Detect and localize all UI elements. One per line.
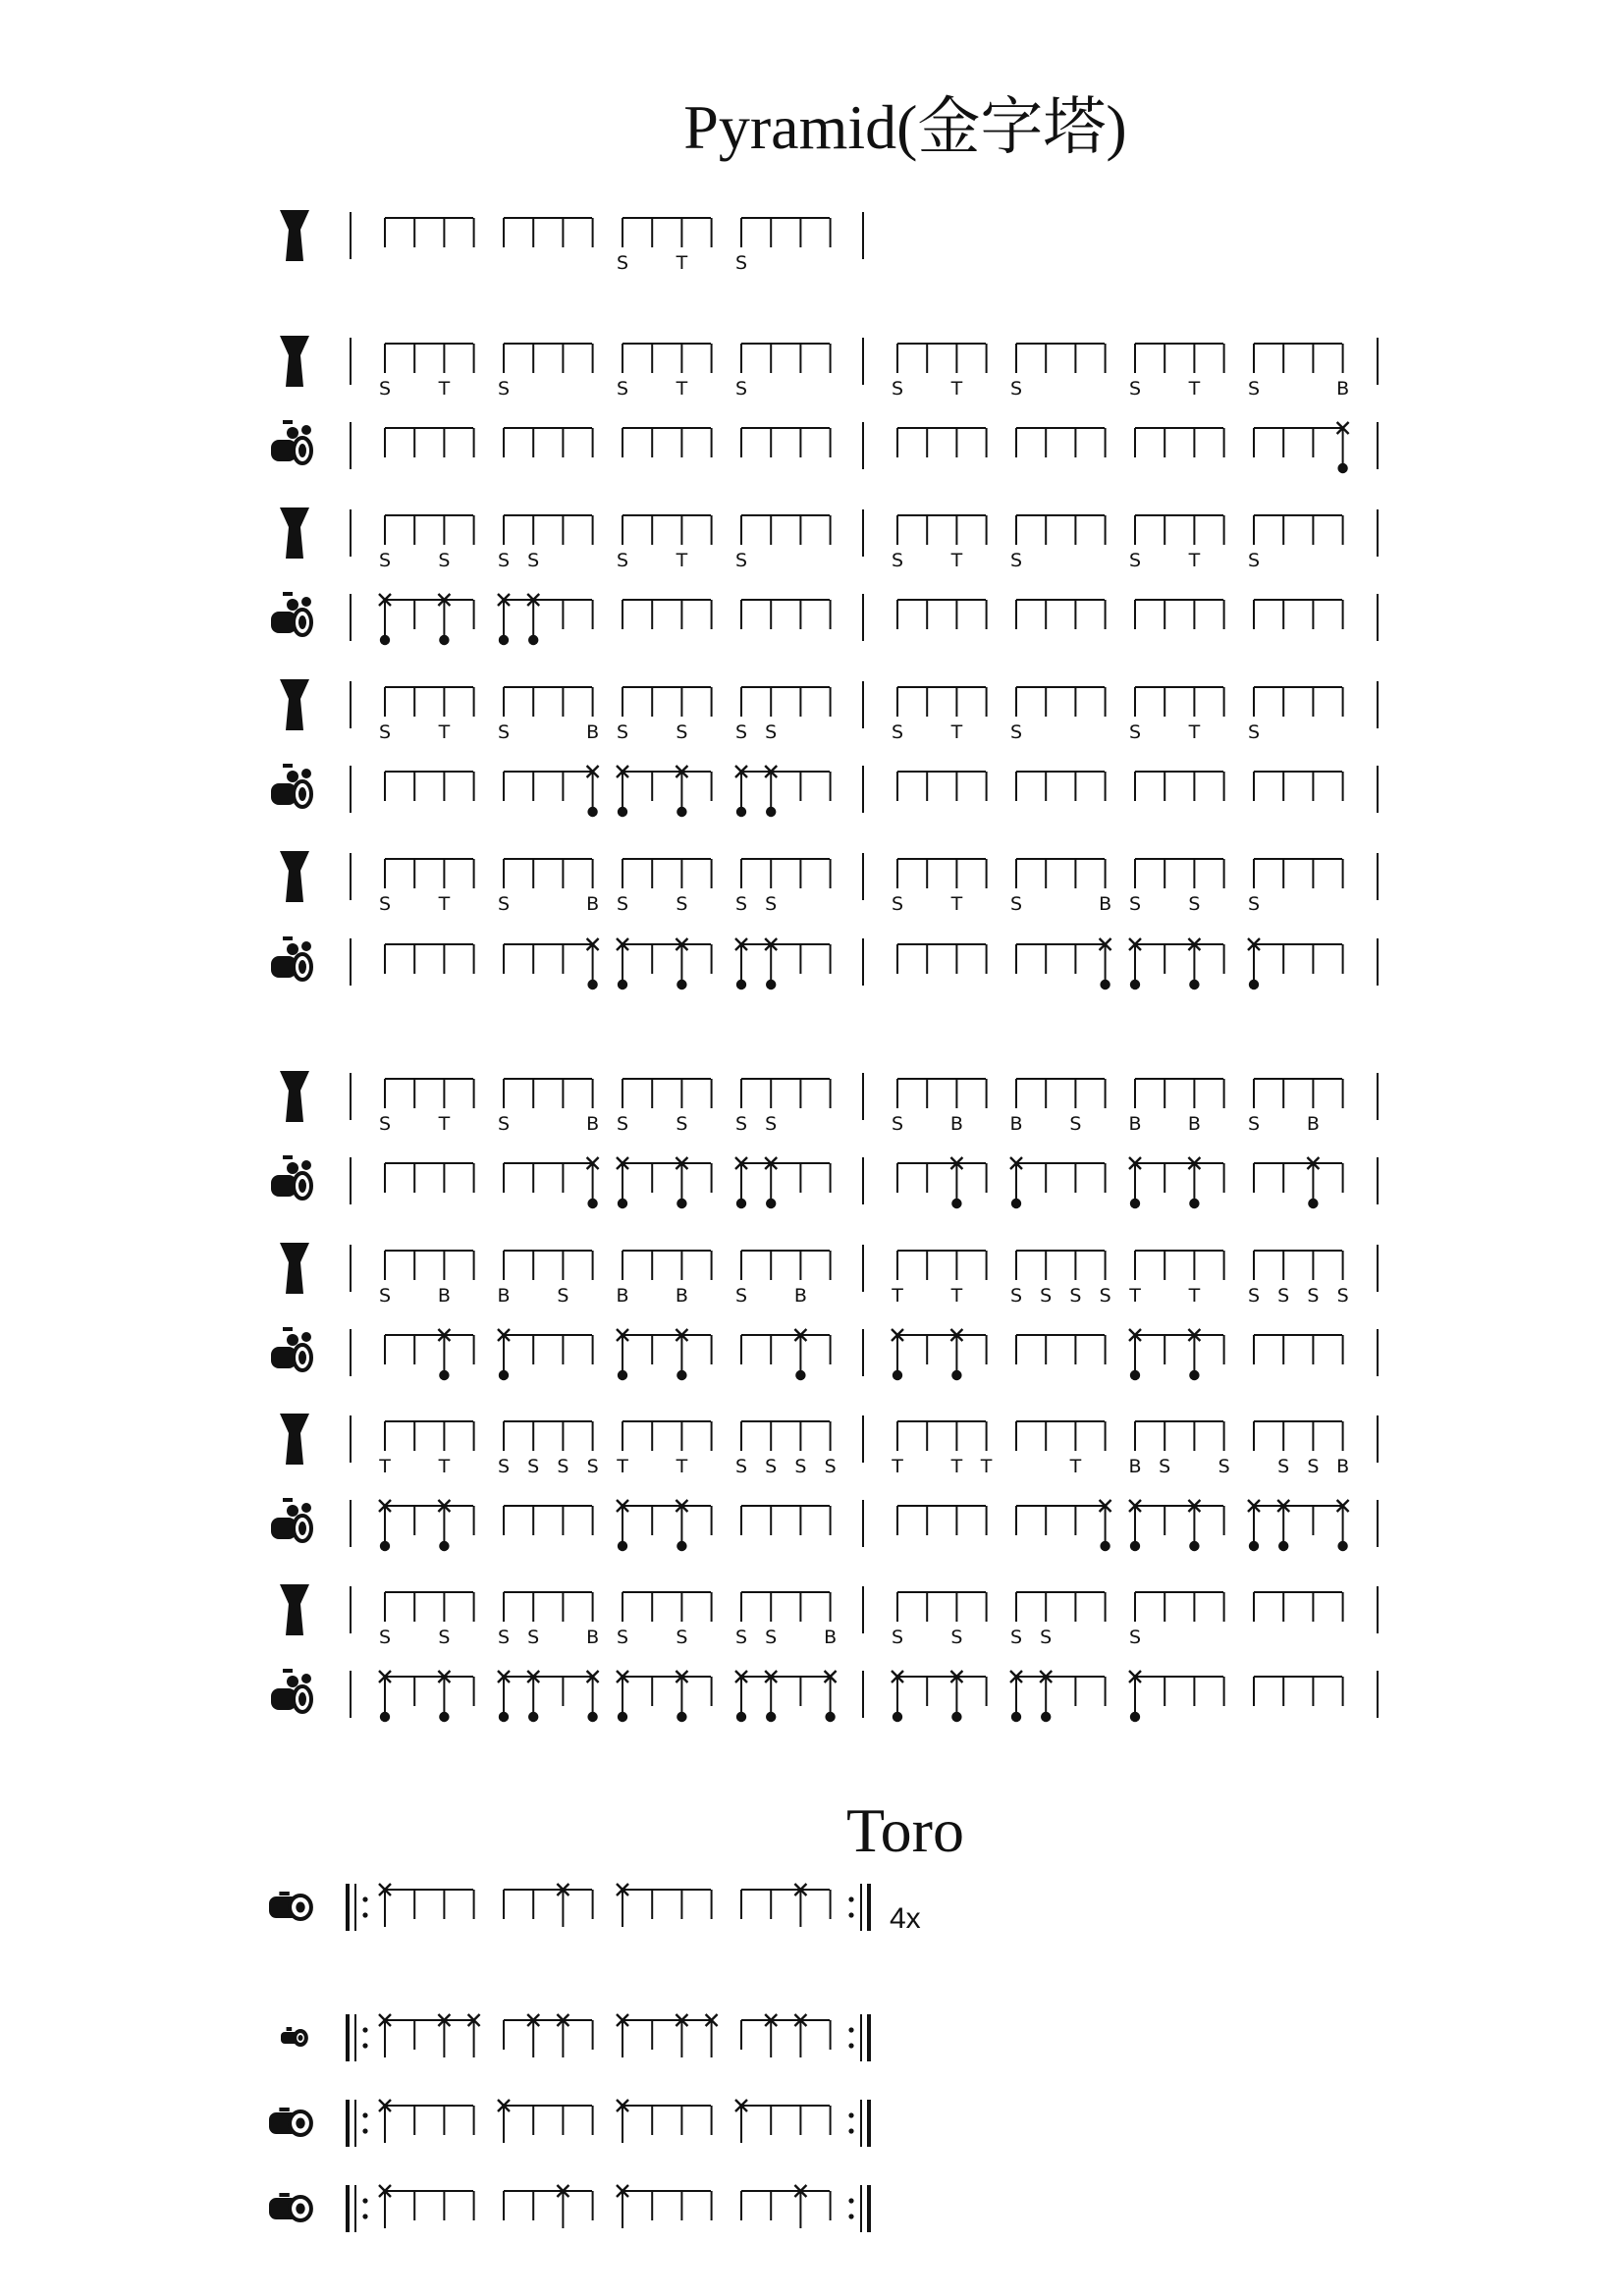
note-letter: S [824, 1456, 837, 1477]
note-letter: T [1188, 378, 1201, 400]
djembe-icon [280, 1414, 309, 1465]
note-letter: T [950, 1456, 963, 1477]
note-letter: S [438, 1627, 451, 1648]
note-letter: S [497, 721, 511, 743]
notation-row [269, 1884, 869, 1931]
note-letter: S [378, 550, 392, 571]
note-letter: S [734, 1456, 748, 1477]
note-letter: S [1009, 550, 1023, 571]
note-letter: S [734, 1113, 748, 1135]
djembe-icon [280, 851, 309, 902]
note-letter: T [617, 1456, 628, 1477]
note-letter: S [527, 1627, 540, 1648]
note-letter: S [1009, 378, 1023, 400]
note-letter: S [1009, 1627, 1023, 1648]
note-letter: S [1247, 1113, 1261, 1135]
note-letter: S [765, 1627, 778, 1648]
note-letter: S [497, 378, 511, 400]
note-letter: S [616, 721, 629, 743]
note-letter: S [765, 893, 778, 915]
dundunba-icon [269, 1892, 311, 1919]
note-letter: S [1307, 1285, 1320, 1307]
note-letter: S [676, 893, 688, 915]
note-letter: T [950, 893, 963, 915]
note-letter: S [378, 893, 392, 915]
note-letter: S [1040, 1285, 1053, 1307]
notation-row [271, 1155, 1378, 1208]
notation-row [280, 1414, 1378, 1477]
note-letter: S [1307, 1456, 1320, 1477]
note-letter: S [497, 1627, 511, 1648]
note-letter: S [616, 1627, 629, 1648]
notation-row [271, 592, 1378, 645]
note-letter: T [438, 378, 451, 400]
note-letter: S [378, 721, 392, 743]
note-letter: S [616, 378, 629, 400]
djembe-icon [280, 1243, 309, 1294]
note-letter: S [586, 1456, 599, 1477]
page-title: Pyramid(金字塔) [683, 92, 1127, 162]
doundoun-trio-icon [271, 592, 311, 635]
note-letter: S [676, 1113, 688, 1135]
note-letter: B [586, 721, 600, 743]
note-letter: B [586, 893, 600, 915]
note-letter: B [1336, 378, 1350, 400]
note-letter: S [1069, 1113, 1082, 1135]
dundunba-icon [269, 2193, 311, 2220]
note-letter: S [1069, 1285, 1082, 1307]
note-letter: S [1040, 1627, 1053, 1648]
note-letter: T [676, 378, 688, 400]
note-letter: S [734, 378, 748, 400]
note-letter: T [1188, 721, 1201, 743]
note-letter: B [1336, 1456, 1350, 1477]
notation-row [271, 764, 1378, 817]
djembe-icon [280, 336, 309, 387]
notation-row [280, 336, 1378, 400]
djembe-icon [280, 1071, 309, 1122]
note-letter: S [1009, 1285, 1023, 1307]
note-letter: S [734, 252, 748, 274]
notation-row [271, 1498, 1378, 1551]
note-letter: S [497, 550, 511, 571]
notation-row [281, 2014, 869, 2061]
notation-row [271, 1669, 1378, 1722]
notation-row [269, 2185, 869, 2232]
note-letter: S [1159, 1456, 1171, 1477]
doundoun-trio-icon [271, 1498, 311, 1541]
note-letter: S [794, 1456, 807, 1477]
note-letter: S [1128, 721, 1142, 743]
note-letter: B [497, 1285, 511, 1307]
note-letter: T [892, 1456, 903, 1477]
note-letter: T [950, 721, 963, 743]
note-letter: B [1099, 893, 1112, 915]
note-letter: B [824, 1627, 838, 1648]
note-letter: T [950, 1285, 963, 1307]
note-letter: S [765, 1113, 778, 1135]
note-letter: S [497, 1456, 511, 1477]
note-letter: S [734, 550, 748, 571]
note-letter: B [1128, 1113, 1142, 1135]
note-letter: T [438, 1456, 451, 1477]
doundoun-trio-icon [271, 1669, 311, 1712]
repeat-count: 4x [890, 1902, 921, 1935]
note-letter: S [616, 252, 629, 274]
note-letter: B [793, 1285, 807, 1307]
note-letter: S [1277, 1285, 1290, 1307]
note-letter: S [1247, 721, 1261, 743]
toro-title: Toro [846, 1795, 964, 1865]
note-letter: S [734, 721, 748, 743]
note-letter: S [497, 893, 511, 915]
djembe-icon [280, 679, 309, 730]
note-letter: T [980, 1456, 993, 1477]
note-letter: B [586, 1113, 600, 1135]
note-letter: S [891, 550, 904, 571]
note-letter: T [438, 893, 451, 915]
notation-row [280, 507, 1378, 571]
note-letter: S [616, 550, 629, 571]
note-letter: S [891, 721, 904, 743]
note-letter: S [1277, 1456, 1290, 1477]
note-letter: S [1009, 893, 1023, 915]
note-letter: T [676, 252, 688, 274]
notation-row [280, 1584, 1378, 1648]
doundoun-trio-icon [271, 1327, 311, 1370]
note-letter: S [1247, 1285, 1261, 1307]
notation-row [280, 851, 1378, 915]
note-letter: S [527, 550, 540, 571]
note-letter: B [1306, 1113, 1320, 1135]
notation-row [271, 420, 1378, 473]
notation-row [280, 210, 863, 274]
note-letter: S [891, 893, 904, 915]
note-letter: S [1247, 893, 1261, 915]
note-letter: B [1009, 1113, 1023, 1135]
note-letter: S [734, 1285, 748, 1307]
note-letter: S [616, 893, 629, 915]
djembe-icon [280, 507, 309, 559]
note-letter: S [378, 378, 392, 400]
note-letter: T [438, 1113, 451, 1135]
note-letter: S [527, 1456, 540, 1477]
note-letter: S [1128, 378, 1142, 400]
note-letter: S [734, 1627, 748, 1648]
note-letter: S [765, 721, 778, 743]
notation-row [269, 2100, 869, 2147]
note-letter: T [438, 721, 451, 743]
note-letter: T [379, 1456, 391, 1477]
note-letter: S [378, 1285, 392, 1307]
note-letter: B [437, 1285, 451, 1307]
note-letter: S [557, 1456, 569, 1477]
note-letter: S [891, 1113, 904, 1135]
note-letter: B [586, 1627, 600, 1648]
note-letter: T [1069, 1456, 1082, 1477]
note-letter: T [950, 550, 963, 571]
note-letter: S [676, 721, 688, 743]
note-letter: S [891, 378, 904, 400]
doundoun-trio-icon [271, 1155, 311, 1199]
note-letter: B [1187, 1113, 1201, 1135]
note-letter: S [1099, 1285, 1111, 1307]
note-letter: T [676, 1456, 688, 1477]
note-letter: B [616, 1285, 629, 1307]
note-letter: S [616, 1113, 629, 1135]
note-letter: S [1128, 550, 1142, 571]
doundoun-trio-icon [271, 764, 311, 807]
note-letter: S [1188, 893, 1201, 915]
note-letter: S [676, 1627, 688, 1648]
note-letter: S [1247, 550, 1261, 571]
note-letter: B [949, 1113, 963, 1135]
note-letter: T [892, 1285, 903, 1307]
note-letter: S [950, 1627, 963, 1648]
note-letter: T [1188, 550, 1201, 571]
note-letter: S [1336, 1285, 1349, 1307]
notation-row [271, 1327, 1378, 1380]
note-letter: S [1218, 1456, 1230, 1477]
note-letter: S [1128, 1627, 1142, 1648]
note-letter: T [950, 378, 963, 400]
note-letter: S [497, 1113, 511, 1135]
sangban-icon [269, 2108, 311, 2135]
note-letter: B [1128, 1456, 1142, 1477]
note-letter: S [891, 1627, 904, 1648]
note-letter: B [675, 1285, 688, 1307]
note-letter: S [1128, 893, 1142, 915]
note-letter: S [378, 1113, 392, 1135]
note-letter: S [557, 1285, 569, 1307]
note-letter: S [438, 550, 451, 571]
djembe-icon [280, 210, 309, 261]
note-letter: T [676, 550, 688, 571]
note-letter: S [1247, 378, 1261, 400]
note-letter: S [765, 1456, 778, 1477]
note-letter: S [378, 1627, 392, 1648]
notation-row [280, 679, 1378, 743]
doundoun-trio-icon [271, 936, 311, 980]
note-letter: T [1129, 1285, 1141, 1307]
kenkeni-icon [281, 2027, 306, 2045]
notation-row [280, 1071, 1378, 1135]
note-letter: S [1009, 721, 1023, 743]
doundoun-trio-icon [271, 420, 311, 463]
note-letter: S [734, 893, 748, 915]
djembe-icon [280, 1584, 309, 1635]
note-letter: T [1188, 1285, 1201, 1307]
notation-row [271, 936, 1378, 989]
notation-row [280, 1243, 1378, 1307]
